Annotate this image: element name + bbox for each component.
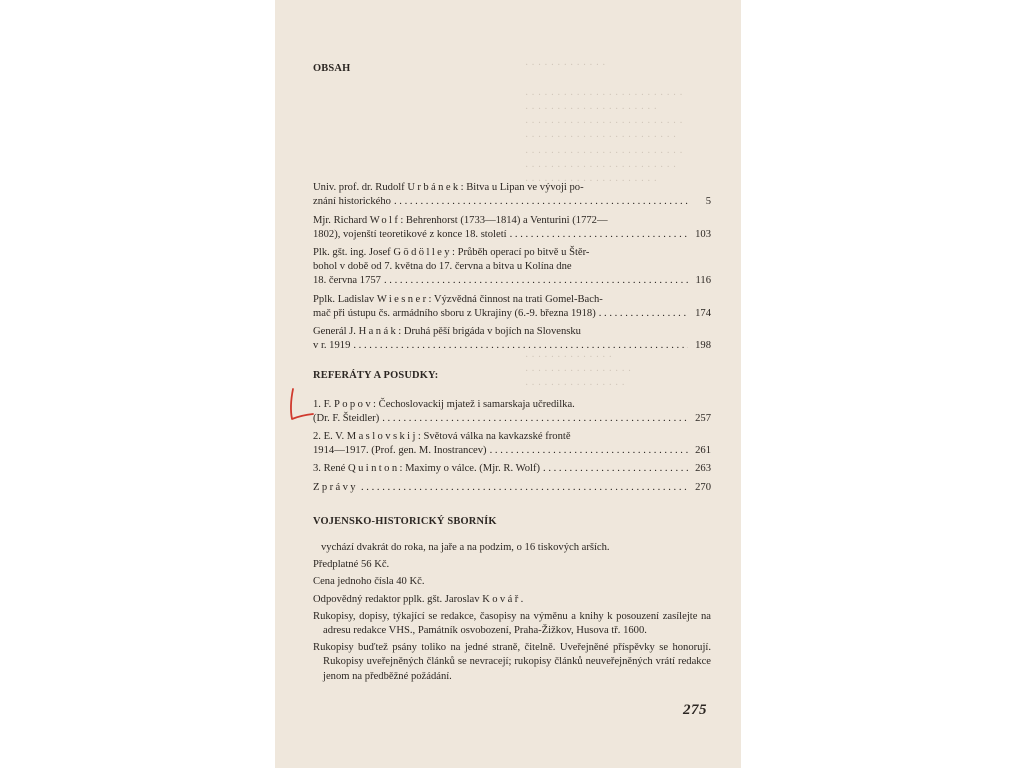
review-entry-line (313, 462, 711, 476)
contents-entry-text (313, 294, 603, 305)
spaced-author-name: Wolf (369, 214, 401, 226)
entry-text-prefix: 1. F. (313, 398, 334, 410)
entry-text-prefix: 3. René (313, 463, 349, 475)
entry-page-number: 103 (695, 228, 711, 240)
contents-entry-line (313, 274, 711, 288)
dot-leader (490, 444, 688, 458)
contents-entry (313, 246, 711, 289)
dot-leader (394, 195, 688, 209)
review-entry-text (313, 462, 540, 476)
contents-entry-line (313, 339, 711, 353)
contents-entry-text (313, 182, 584, 193)
review-entry-text (313, 444, 487, 458)
contents-list (313, 181, 711, 353)
entry-page-number: 5 (705, 196, 711, 208)
entry-text-prefix: bohol v době od 7. května do 17. června a bitva u Kolína dne (313, 261, 572, 273)
contents-entry-text (313, 195, 391, 209)
contents-entry-line (313, 260, 711, 274)
entry-text-suffix: : Světová válka na kavkazské frontě (417, 431, 571, 443)
review-entry-line (313, 398, 711, 412)
entry-text-prefix: mač při ústupu čs. armádního sboru z Ukrajiny (6.-9. března 1918) (313, 307, 596, 319)
contents-entry-text (313, 215, 608, 226)
entry-text-suffix: : Maximy o válce. (Mjr. R. Wolf) (399, 463, 541, 475)
review-entry-text (313, 399, 575, 410)
dot-leader (361, 481, 688, 495)
contents-entry-text (313, 326, 581, 337)
dot-leader (353, 339, 688, 353)
spaced-author-name: Popov (333, 398, 374, 410)
review-entry (313, 462, 711, 476)
dot-leader (599, 307, 688, 321)
book-page (275, 0, 741, 768)
entry-text-prefix: Mjr. Richard (313, 214, 370, 226)
entry-text-prefix: Plk. gšt. ing. Josef (313, 247, 394, 259)
spaced-author-name: Gödölley (393, 247, 452, 259)
entry-text-prefix: Pplk. Ladislav (313, 293, 377, 305)
review-entry (313, 430, 711, 458)
contents-entry (313, 214, 711, 242)
entry-text-suffix: : Čechoslovackij mjatež i samarskaja učredilka. (373, 398, 575, 410)
contents-entry-line (313, 325, 711, 339)
entry-page-number: 270 (695, 481, 711, 493)
review-entry-line (313, 481, 711, 495)
entry-text-prefix: 1914—1917. (Prof. gen. M. Inostrancev) (313, 445, 487, 457)
editor-prefix: Odpovědný redaktor pplk. gšt. Jaroslav (313, 593, 483, 605)
spaced-author-name: Zprávy (313, 481, 358, 493)
entry-text-prefix: znání historického (313, 196, 391, 208)
editor-name: Kovář (482, 593, 521, 605)
entry-text-suffix: : Behrenhorst (1733—1814) a Venturini (1772— (400, 214, 608, 226)
review-entry (313, 481, 711, 495)
entry-page-number: 261 (695, 445, 711, 457)
contents-entry (313, 293, 711, 321)
submission-address: Rukopisy, dopisy, týkající se redakce, časopisy na výměnu a knihy k posouzení zasílejte na adresu redakce VHS., Památník osvobození, Praha-Žižkov, Husova tř. 1600. (313, 610, 711, 637)
entry-text-suffix: : Druhá pěší brigáda v bojích na Slovensku (398, 326, 581, 338)
review-entry-line (313, 412, 711, 426)
reviews-list (313, 398, 711, 495)
dot-leader (543, 462, 688, 476)
review-entry-text (313, 431, 571, 442)
manuscript-rules: Rukopisy buďtež psány toliko na jedné straně, čitelně. Uveřejněné příspěvky se honorují. Rukopisy uveřejněných článků se nevracejí; rukopisy článků neuveřejněných vrátí redakce jenom na předběžné požádání. (313, 642, 711, 682)
contents-entry (313, 325, 711, 353)
entry-page-number: 116 (695, 275, 711, 287)
entry-page-number: 198 (695, 340, 711, 352)
entry-text-suffix: : Bitva u Lipan ve vývoji po- (460, 182, 584, 194)
entry-page-number: 257 (695, 412, 711, 424)
entry-text-prefix: 18. června 1757 (313, 275, 381, 287)
entry-text-prefix: v r. 1919 (313, 340, 351, 352)
review-entry-text (313, 412, 379, 426)
review-entry-line (313, 430, 711, 444)
page-number: 275 (683, 702, 707, 718)
contents-entry-text (313, 228, 507, 242)
entry-text-prefix: 2. E. V. (313, 431, 347, 443)
subscription-price: Předplatné 56 Kč. (313, 559, 390, 571)
responsible-editor (313, 593, 711, 607)
review-entry-text (313, 481, 358, 495)
contents-entry-text (313, 274, 381, 288)
dot-leader (510, 228, 688, 242)
dot-leader (384, 274, 688, 288)
dot-leader (382, 412, 688, 426)
contents-entry-text (313, 261, 572, 272)
contents-entry (313, 181, 711, 209)
review-entry-line (313, 444, 711, 458)
entry-text-suffix: : Výzvědná činnost na trati Gomel-Bach- (428, 293, 603, 305)
publication-frequency: vychází dvakrát do roka, na jaře a na podzim, o 16 tiskových arších. (321, 542, 610, 554)
contents-entry-line (313, 195, 711, 209)
editor-suffix: . (520, 593, 524, 605)
contents-entry-line (313, 181, 711, 195)
spaced-author-name: Hanák (358, 326, 399, 338)
entry-text-prefix: Univ. prof. dr. Rudolf (313, 182, 408, 194)
contents-entry-line (313, 228, 711, 242)
contents-entry-line (313, 246, 711, 260)
entry-page-number: 263 (695, 463, 711, 475)
contents-entry-text (313, 247, 589, 258)
contents-entry-text (313, 339, 350, 353)
spaced-author-name: Urbánek (407, 182, 461, 194)
spaced-author-name: Wiesner (376, 293, 429, 305)
contents-entry-line (313, 293, 711, 307)
entry-text-suffix: : Průběh operací po bitvě u Štěr- (451, 247, 590, 259)
page-content (313, 62, 711, 687)
show-through-text: · · · · · · · · · · · · · · · · · · · · · · · · · · · · · · · · · · · · · · · · · · · · · · · · · · · · · · · · · · · · · · · · · · · · · · · · · · · · · · · · · · · · · · · · · · · · · · · · · · · · · · · · · · · · · · · · · · · · · · · · · · · · · · · · · · · · · · · · · · · · · · · · · · · · · · · · · · · · · · · · · · · · · · · · · · · · · · · · · · · · · · · · · · · · · · · · · · · · · · · · · · · · · · · · · · · · · · · · · · · · · · · · · (525, 60, 683, 391)
spaced-author-name: Maslovskij (346, 431, 418, 443)
reviews-heading: REFERÁTY A POSUDKY: (313, 370, 439, 382)
journal-info-heading: VOJENSKO-HISTORICKÝ SBORNÍK (313, 515, 497, 527)
contents-entry-line (313, 307, 711, 321)
entry-page-number: 174 (695, 307, 711, 319)
spaced-author-name: Quinton (348, 463, 400, 475)
entry-text-prefix: (Dr. F. Šteidler) (313, 412, 380, 424)
contents-entry-text (313, 307, 596, 321)
entry-text-prefix: Generál J. (313, 326, 359, 338)
review-entry (313, 398, 711, 426)
entry-text-prefix: 1802), vojenští teoretikové z konce 18. století (313, 228, 507, 240)
contents-heading: OBSAH (313, 63, 351, 74)
issue-price: Cena jednoho čísla 40 Kč. (313, 576, 425, 588)
contents-entry-line (313, 214, 711, 228)
